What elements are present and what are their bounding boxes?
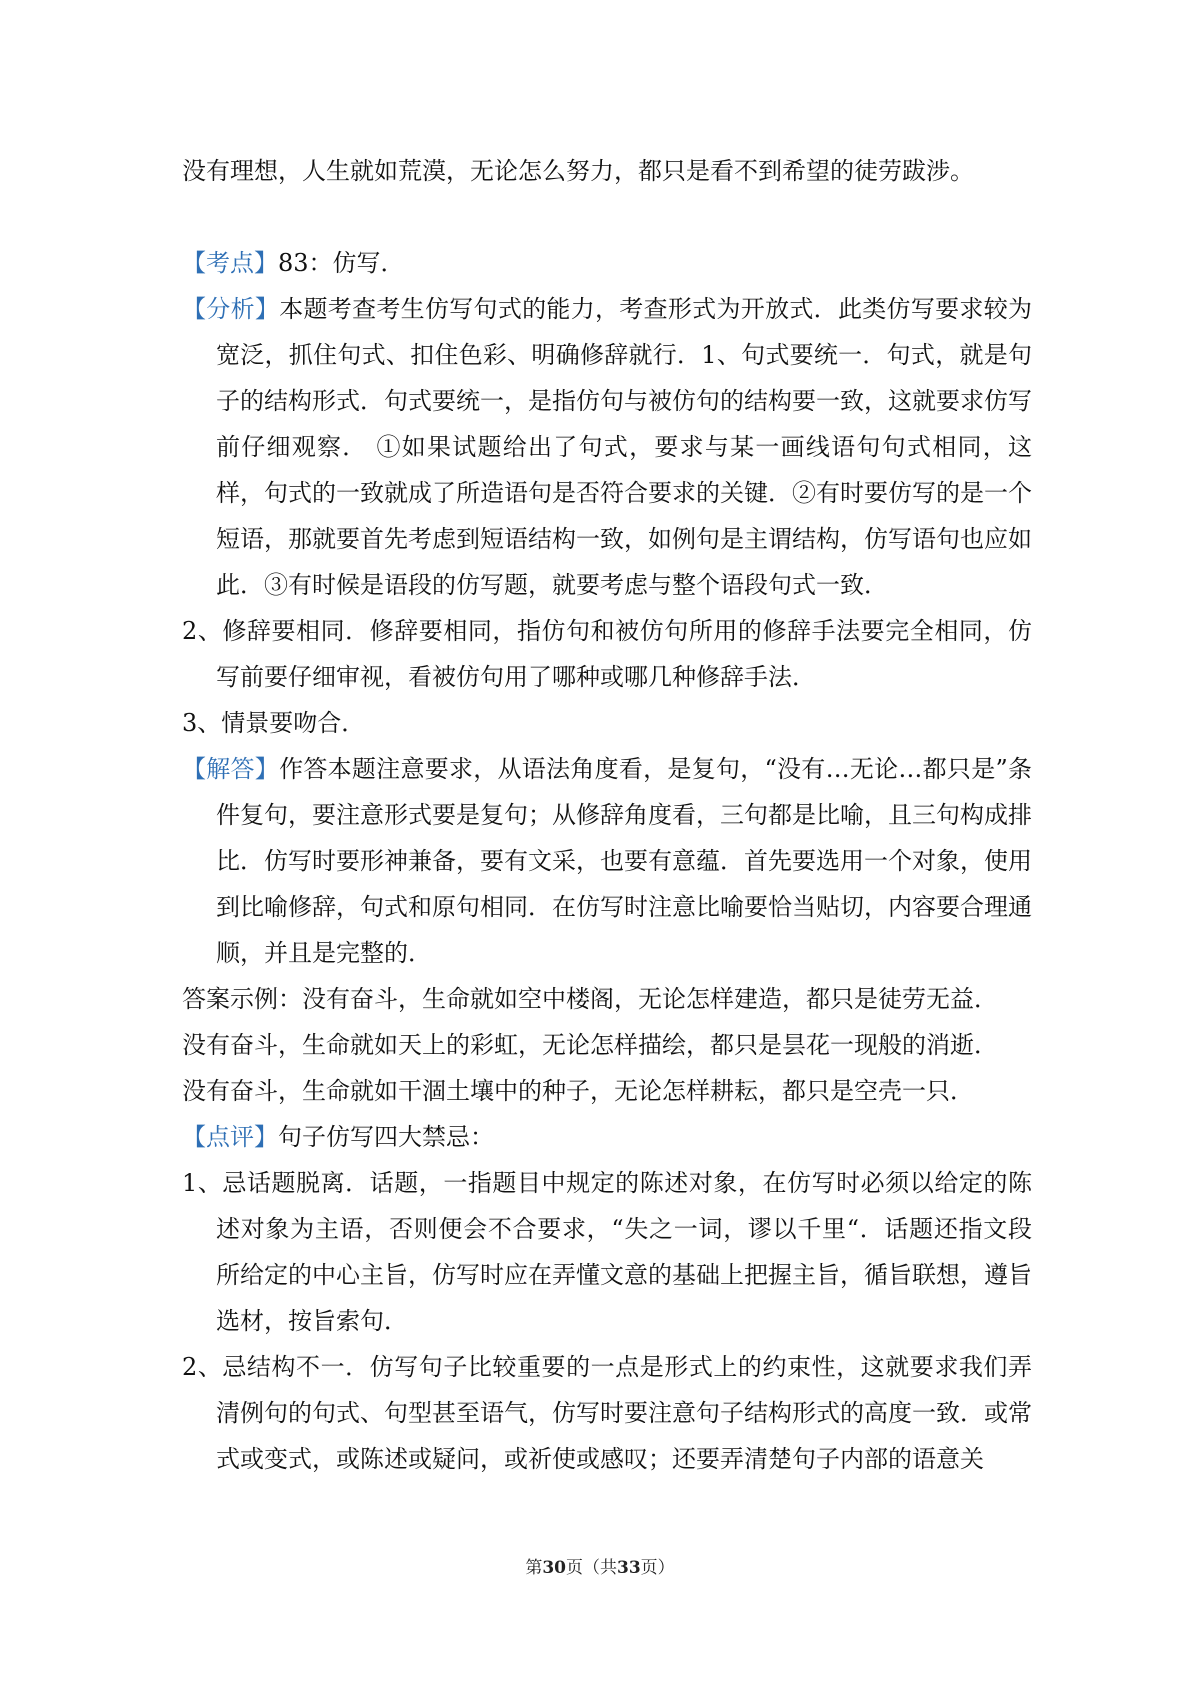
dianping-section: [182, 1114, 1032, 1160]
fenxi-item-3: 3、情景要吻合．: [182, 709, 366, 737]
fenxi-tag: 【分析】: [182, 295, 280, 323]
footer-prefix: 第: [525, 1558, 543, 1578]
fenxi-text: 本题考查考生仿写句式的能力，考查形式为开放式．此类仿写要求较为宽泛，抓住句式、扣住色彩、明确修辞就行．1、句式要统一．句式，就是句子的结构形式．句式要统一，是指仿句与被仿句的结构要一致，这就要求仿写前仔细观察． ①如果试题给出了句式，要求与某一画线语句句式相同，这样，句式的一致就成了所造语句是否符合要求的关键．②有时要仿写的是一个短语，那就要首先考虑到短语结构一致，如例句是主谓结构，仿写语句也应如此．③有时候是语段的仿写题，就要考虑与整个语段句式一致．: [216, 295, 1033, 599]
footer-page-number: 30: [542, 1558, 566, 1578]
fenxi-item-2: 2、修辞要相同．修辞要相同，指仿句和被仿句所用的修辞手法要完全相同，仿写前要仔细审视，看被仿句用了哪种或哪几种修辞手法．: [182, 617, 1032, 691]
jieda-section: [182, 746, 1032, 976]
jieda-tag: 【解答】: [182, 755, 280, 783]
section-gap: [182, 194, 1032, 240]
dianping-item-1: 1、忌话题脱离．话题，一指题目中规定的陈述对象，在仿写时必须以给定的陈述对象为主语，否则便会不合要求，“失之一词，谬以千里“．话题还指文段所给定的中心主旨，仿写时应在弄懂文意的基础上把握主旨，循旨联想，遵旨选材，按旨索句．: [182, 1169, 1032, 1335]
dianping-tag: 【点评】: [182, 1123, 278, 1151]
answer-example-1: 答案示例：没有奋斗，生命就如空中楼阁，无论怎样建造，都只是徒劳无益．: [182, 985, 998, 1013]
page-footer: [0, 1557, 1200, 1579]
fenxi-section: [182, 286, 1032, 608]
page-content: [182, 148, 1032, 1482]
footer-suffix: 页）: [640, 1558, 675, 1578]
kaodian-text: 83：仿写．: [278, 249, 405, 277]
dianping-text: 句子仿写四大禁忌：: [278, 1123, 494, 1151]
answer-example-2: 没有奋斗，生命就如天上的彩虹，无论怎样描绘，都只是昙花一现般的消逝．: [182, 1031, 998, 1059]
answer-example-3: 没有奋斗，生命就如干涸土壤中的种子，无论怎样耕耘，都只是空壳一只．: [182, 1077, 974, 1105]
footer-total-pages: 33: [617, 1558, 641, 1578]
jieda-text: 作答本题注意要求，从语法角度看，是复句，“没有…无论…都只是”条件复句，要注意形式要是复句；从修辞角度看，三句都是比喻，且三句构成排比．仿写时要形神兼备，要有文采，也要有意蕴．首先要选用一个对象，使用到比喻修辞，句式和原句相同．在仿写时注意比喻要恰当贴切，内容要合理通顺，并且是完整的．: [216, 755, 1033, 967]
dianping-item-2: 2、忌结构不一．仿写句子比较重要的一点是形式上的约束性，这就要求我们弄清例句的句式、句型甚至语气，仿写时要注意句子结构形式的高度一致．或常式或变式，或陈述或疑问，或祈使或感叹；还要弄清楚句子内部的语意关: [182, 1353, 1032, 1473]
kaodian-tag: 【考点】: [182, 249, 278, 277]
kaodian-section: [182, 240, 1032, 286]
intro-line: 没有理想，人生就如荒漠，无论怎么努力，都只是看不到希望的徒劳跋涉。: [182, 157, 974, 185]
footer-middle: 页（共: [566, 1558, 617, 1578]
